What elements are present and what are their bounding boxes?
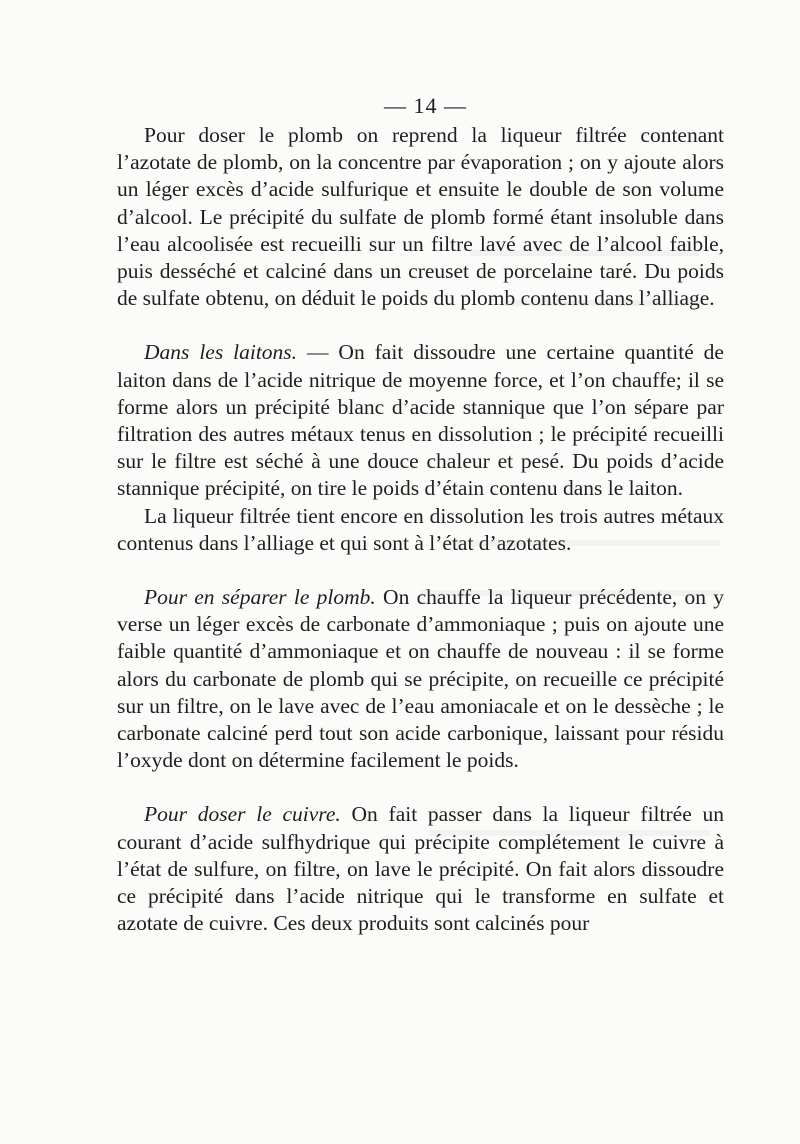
page-number: — 14 — <box>384 93 467 118</box>
paragraph-text: La liqueur filtrée tient encore en dissolution les trois autres métaux contenus dans l’alliage et qui sont à l’état d’azotates. <box>117 503 724 555</box>
paragraph-text: On chauffe la liqueur précédente, on y verse un léger excès de carbonate d’ammoniaque ; puis on ajoute une faible quantité d’ammoniaque et on chauffe de nouveau : il se forme alors du carbonate de plomb qui se précipite, on recueille ce précipité sur un filtre, on le lave avec de l’eau amoniacale et on le dessèche ; le carbonate calciné perd tout son acide carbonique, laissant pour résidu l’oxyde dont on détermine facilement le poids. <box>117 585 724 773</box>
page-body <box>117 122 724 937</box>
section-label-laitons: Dans les laitons. <box>144 340 298 365</box>
paragraph-plomb-dosage <box>117 122 724 312</box>
paragraph-text: On fait passer dans la liqueur filtrée un courant d’acide sulfhydrique qui précipite complétement le cuivre à l’état de sulfure, on filtre, on lave le précipité. On fait alors dissoudre ce précipité dans l’acide nitrique qui le transforme en sulfate et azotate de cuivre. Ces deux produits sont calcinés pour <box>117 802 724 936</box>
paragraph-text: — On fait dissoudre une certaine quantité de laiton dans de l’acide nitrique de moyenne force, et l’on chauffe; il se forme alors un précipité blanc d’acide stannique que l’on sépare par filtration des autres métaux tenus en dissolution ; le précipité recueilli sur le filtre est séché à une douce chaleur et pesé. Du poids d’acide stannique précipité, on tire le poids d’étain contenu dans le laiton. <box>117 340 724 501</box>
book-page <box>117 92 724 1112</box>
paragraph-liqueur <box>117 503 724 557</box>
paragraph-separer-plomb <box>117 584 724 774</box>
section-label-separer-plomb: Pour en séparer le plomb. <box>144 585 376 610</box>
paragraph-doser-cuivre <box>117 801 724 937</box>
paragraph-text: Pour doser le plomb on reprend la liqueur filtrée contenant l’azotate de plomb, on la concentre par évaporation ; on y ajoute alors un léger excès d’acide sulfurique et ensuite le double de son volume d’alcool. Le précipité du sulfate de plomb formé étant insoluble dans l’eau alcoolisée est recueilli sur un filtre lavé avec de l’alcool faible, puis desséché et calciné dans un creuset de porcelaine taré. Du poids de sulfate obtenu, on déduit le poids du plomb contenu dans l’alliage. <box>117 123 724 311</box>
section-label-doser-cuivre: Pour doser le cuivre. <box>144 802 341 827</box>
paragraph-laitons <box>117 339 724 502</box>
